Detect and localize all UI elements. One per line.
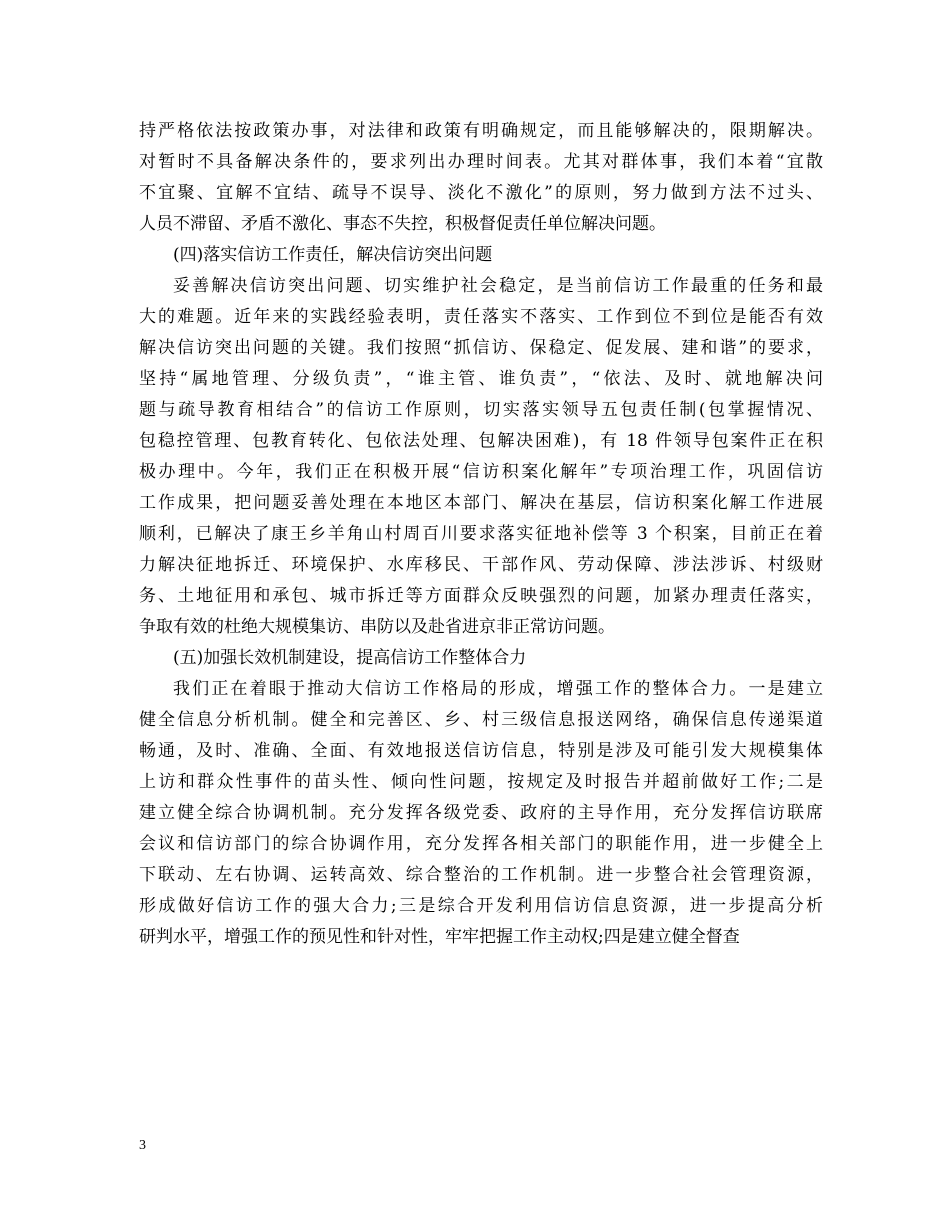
text-line: 大的难题。近年来的实践经验表明，责任落实不落实、工作到位不到位是能否有效 — [139, 307, 823, 327]
text-line: 解决信访突出问题的关键。我们按照“抓信访、保稳定、促发展、建和谐”的要求， — [139, 338, 823, 358]
page-number: 3 — [139, 1138, 146, 1153]
text-line: 人员不滞留、矛盾不激化、事态不失控，积极督促责任单位解决问题。 — [139, 214, 666, 234]
text-line: 下联动、左右协调、运转高效、综合整治的工作机制。进一步整合社会管理资源， — [139, 865, 823, 885]
text-line: 务、土地征用和承包、城市拆迁等方面群众反映强烈的问题，加紧办理责任落实， — [139, 586, 823, 606]
text-line: 上访和群众性事件的苗头性、倾向性问题，按规定及时报告并超前做好工作;二是 — [139, 772, 823, 792]
text-line: 不宜聚、宜解不宜结、疏导不误导、淡化不激化”的原则，努力做到方法不过头、 — [139, 183, 823, 203]
text-line: 建立健全综合协调机制。充分发挥各级党委、政府的主导作用，充分发挥信访联席 — [139, 803, 823, 823]
text-line: 对暂时不具备解决条件的，要求列出办理时间表。尤其对群体事，我们本着“宜散 — [139, 152, 823, 172]
text-line: 健全信息分析机制。健全和完善区、乡、村三级信息报送网络，确保信息传递渠道 — [139, 710, 823, 730]
text-line: 争取有效的杜绝大规模集访、串防以及赴省进京非正常访问题。 — [139, 617, 615, 637]
text-line: (四)落实信访工作责任，解决信访突出问题 — [173, 245, 493, 265]
text-line: 会议和信访部门的综合协调作用，充分发挥各相关部门的职能作用，进一步健全上 — [139, 834, 823, 854]
text-line: 题与疏导教育相结合”的信访工作原则，切实落实领导五包责任制(包掌握情况、 — [139, 400, 823, 420]
text-line: 研判水平，增强工作的预见性和针对性，牢牢把握工作主动权;四是建立健全督查 — [139, 927, 740, 947]
text-line: 力解决征地拆迁、环境保护、水库移民、干部作风、劳动保障、涉法涉诉、村级财 — [139, 555, 823, 575]
text-line: 我们正在着眼于推动大信访工作格局的形成，增强工作的整体合力。一是建立 — [173, 679, 823, 699]
body-text — [139, 116, 823, 953]
text-line: 坚持“属地管理、分级负责”，“谁主管、谁负责”，“依法、及时、就地解决问 — [139, 369, 823, 389]
text-line: 工作成果，把问题妥善处理在本地区本部门、解决在基层，信访积案化解工作进展 — [139, 493, 823, 513]
text-line: 极办理中。今年，我们正在积极开展“信访积案化解年”专项治理工作，巩固信访 — [139, 462, 823, 482]
text-line: 形成做好信访工作的强大合力;三是综合开发利用信访信息资源，进一步提高分析 — [139, 896, 823, 916]
text-line: (五)加强长效机制建设，提高信访工作整体合力 — [173, 648, 527, 668]
text-line: 妥善解决信访突出问题、切实维护社会稳定，是当前信访工作最重的任务和最 — [173, 276, 823, 296]
text-line: 顺利，已解决了康王乡羊角山村周百川要求落实征地补偿等 3 个积案，目前正在着 — [139, 524, 823, 544]
text-line: 持严格依法按政策办事，对法律和政策有明确规定，而且能够解决的，限期解决。 — [139, 121, 823, 141]
text-line: 畅通，及时、准确、全面、有效地报送信访信息，特别是涉及可能引发大规模集体 — [139, 741, 823, 761]
text-line: 包稳控管理、包教育转化、包依法处理、包解决困难)，有 18 件领导包案件正在积 — [139, 431, 823, 451]
